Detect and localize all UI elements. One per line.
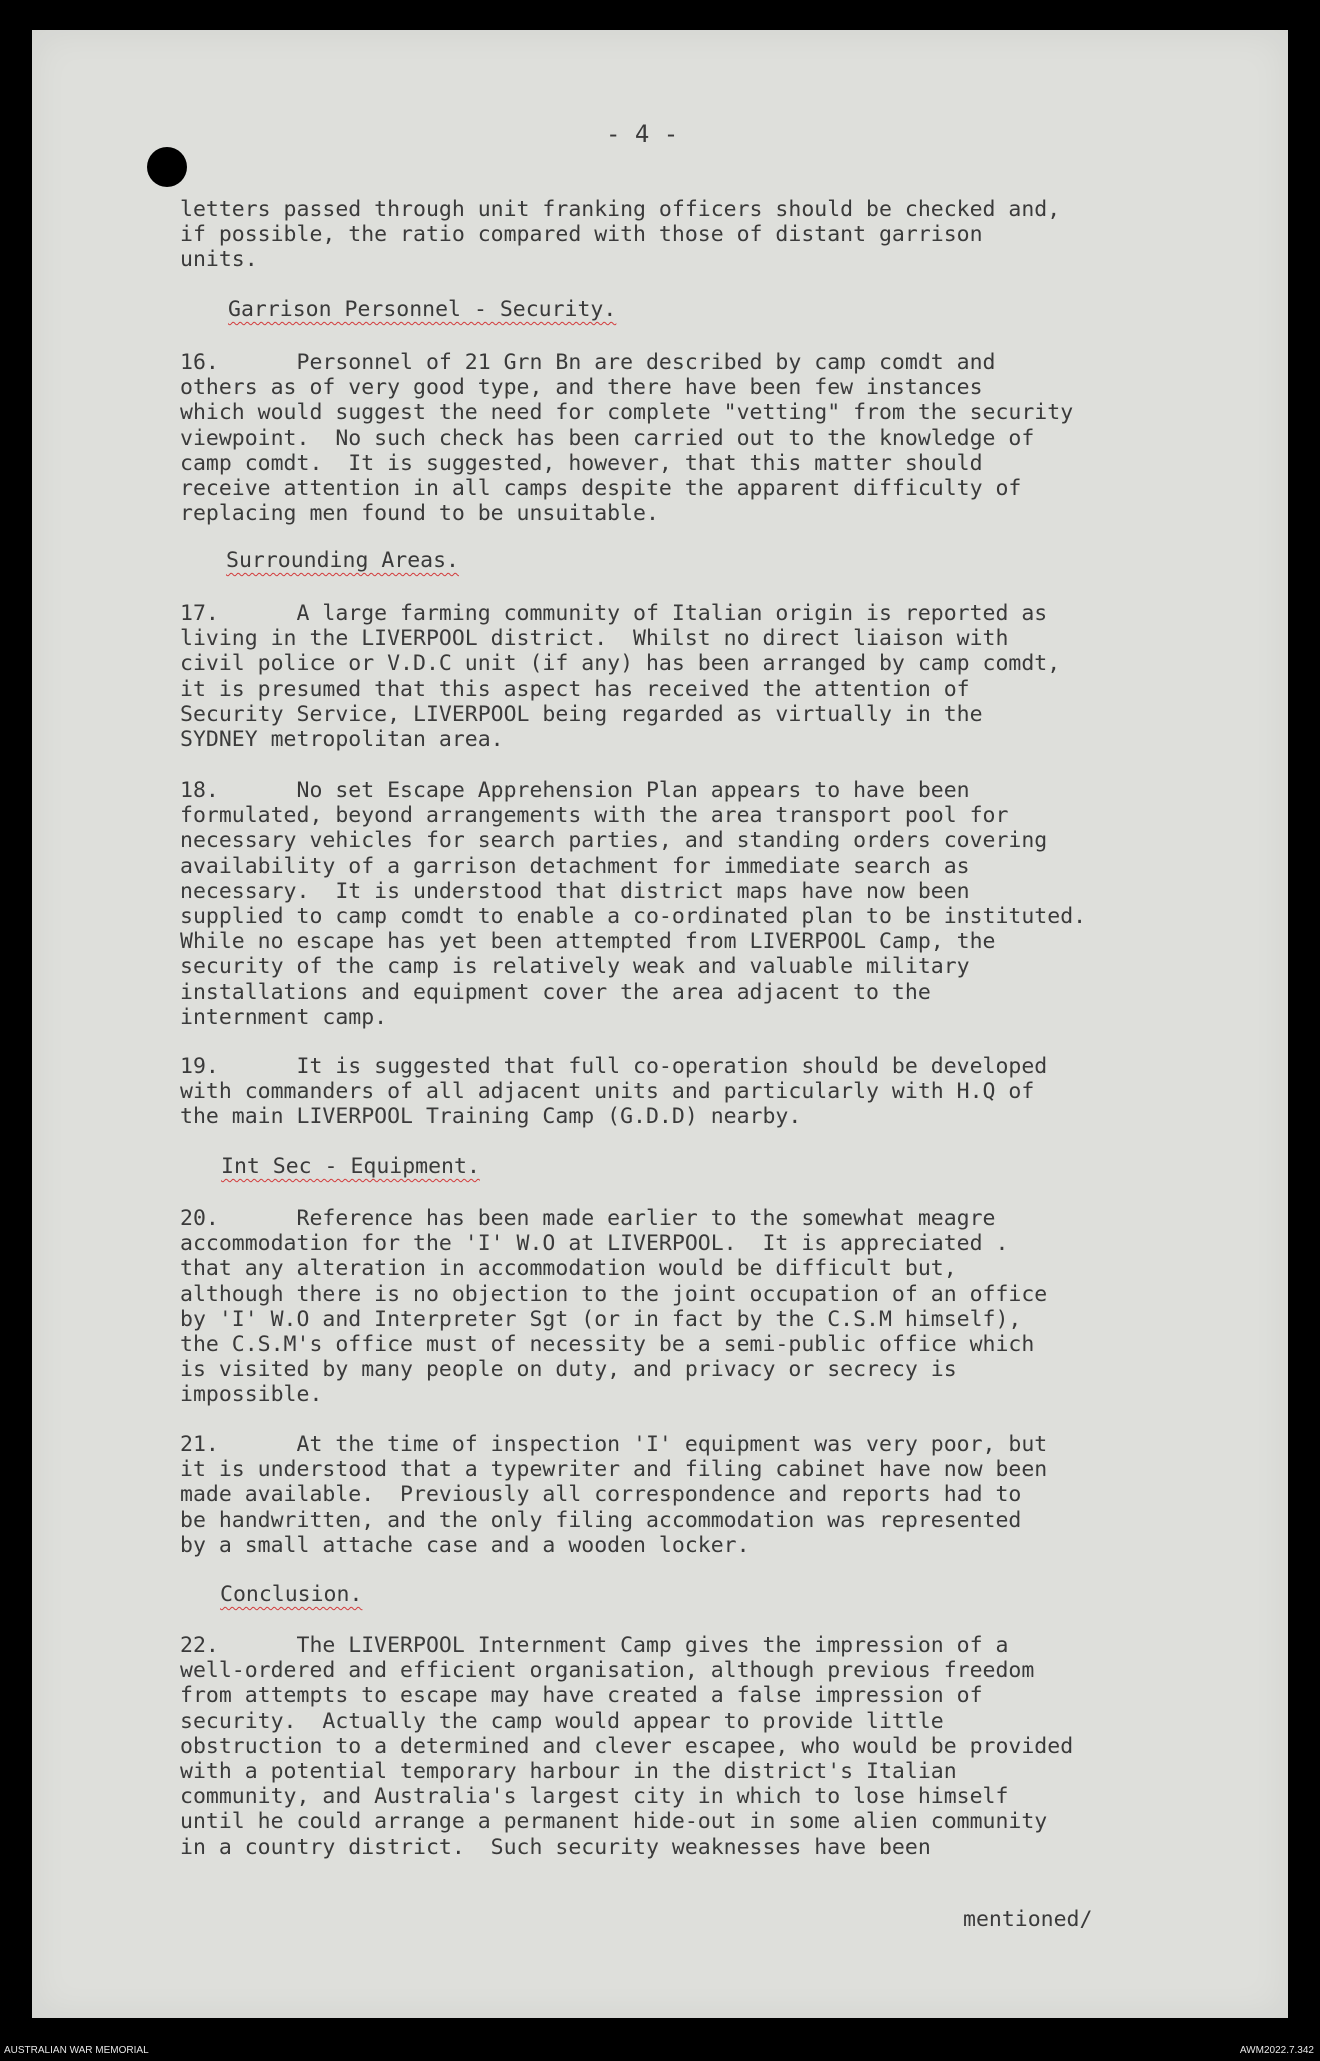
paragraph-20: 20. Reference has been made earlier to the somewhat meagre accommodation for the 'I' W.O at LIVERPOOL. It is appreciated . that any alteration in accommodation would be difficult but, although there is no objection to the joint occupation of an office by 'I' W.O and Interpreter Sgt (or in fact by the C.S.M himself), the C.S.M's office must of necessity be a semi-public office which is visited by many people on duty, and privacy or secrecy is impossible. <box>180 1206 1048 1408</box>
intro-paragraph: letters passed through unit franking officers should be checked and, if possible, the ratio compared with those of distant garrison units. <box>180 197 1061 273</box>
paragraph-22: 22. The LIVERPOOL Internment Camp gives the impression of a well-ordered and efficient organisation, although previous freedom from attempts to escape may have created a false impression of security. Actually the camp would appear to provide little obstruction to a determined and clever escapee, who would be provided with a potential temporary harbour in the district's Italian community, and Australia's largest city in which to lose himself until he could arrange a permanent hide-out in some alien community in a country district. Such security weaknesses have been <box>180 1633 1074 1860</box>
footer-institution: AUSTRALIAN WAR MEMORIAL <box>4 2045 149 2056</box>
footer-accession-number: AWM2022.7.342 <box>1239 2045 1314 2056</box>
paragraph-19: 19. It is suggested that full co-operation should be developed with commanders of all adjacent units and particularly with H.Q of the main LIVERPOOL Training Camp (G.D.D) nearby. <box>180 1054 1048 1130</box>
page-number: - 4 - <box>606 120 679 148</box>
punch-hole <box>147 147 187 187</box>
heading-surrounding-areas: Surrounding Areas. <box>226 548 459 573</box>
heading-int-sec-equipment: Int Sec - Equipment. <box>221 1154 480 1179</box>
continuation-catchword: mentioned/ <box>963 1907 1093 1932</box>
paragraph-16: 16. Personnel of 21 Grn Bn are described by camp comdt and others as of very good type, and there have been few instances which would suggest the need for complete "vetting" from the security viewpoint. No such check has been carried out to the knowledge of camp comdt. It is suggested, however, that this matter should receive attention in all camps despite the apparent difficulty of replacing men found to be unsuitable. <box>180 350 1074 527</box>
paragraph-21: 21. At the time of inspection 'I' equipment was very poor, but it is understood that a typewriter and filing cabinet have now been made available. Previously all correspondence and reports had to be handwritten, and the only filing accommodation was represented by a small attache case and a wooden locker. <box>180 1432 1048 1558</box>
paragraph-17: 17. A large farming community of Italian origin is reported as living in the LIVERPOOL district. Whilst no direct liaison with civil police or V.D.C unit (if any) has been arranged by camp comdt, it is presumed that this aspect has received the attention of Security Service, LIVERPOOL being regarded as virtually in the SYDNEY metropolitan area. <box>180 601 1061 753</box>
heading-conclusion: Conclusion. <box>220 1582 363 1607</box>
paragraph-18: 18. No set Escape Apprehension Plan appears to have been formulated, beyond arrangements with the area transport pool for necessary vehicles for search parties, and standing orders covering availability of a garrison detachment for immediate search as necessary. It is understood that district maps have now been supplied to camp comdt to enable a co-ordinated plan to be instituted. While no escape has yet been attempted from LIVERPOOL Camp, the security of the camp is relatively weak and valuable military installations and equipment cover the area adjacent to the internment camp. <box>180 778 1087 1030</box>
heading-garrison-personnel: Garrison Personnel - Security. <box>228 297 617 322</box>
